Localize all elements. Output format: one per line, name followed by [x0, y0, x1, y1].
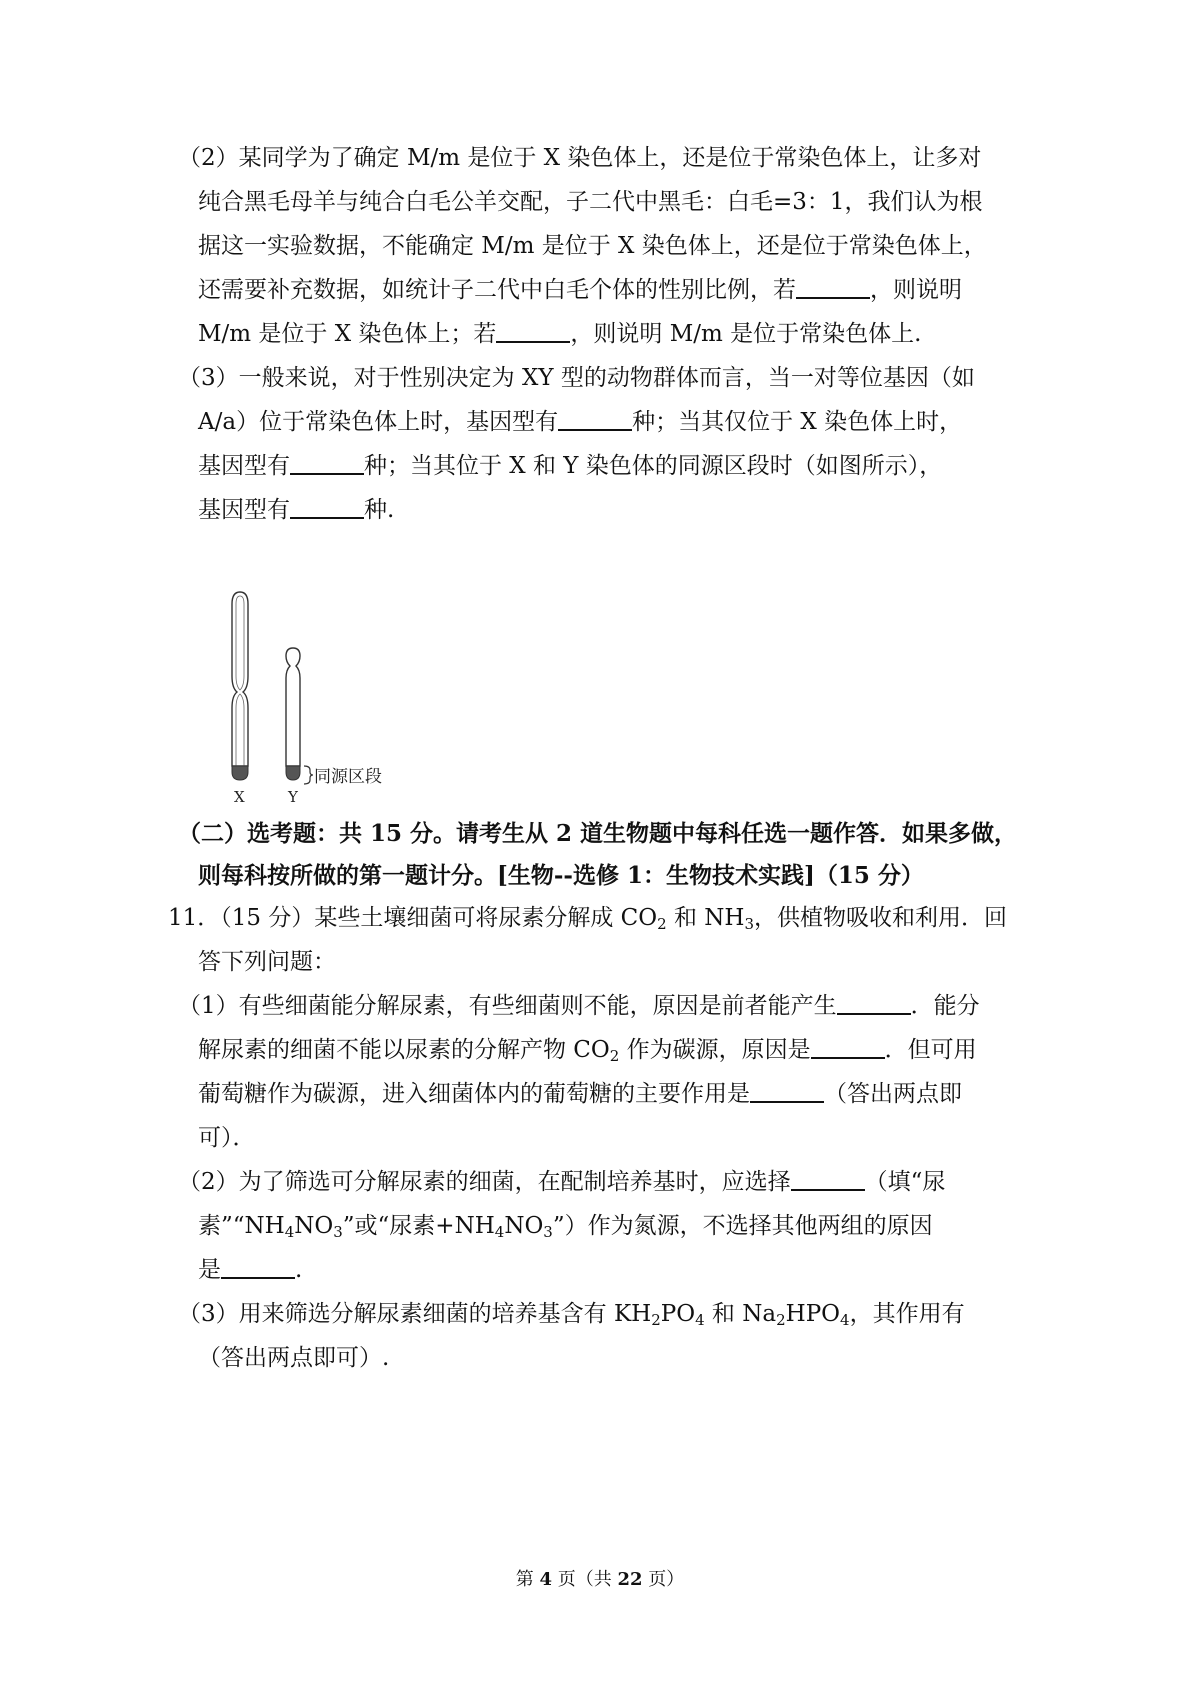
q3-line-1: （3）一般来说，对于性别决定为 XY 型的动物群体而言，当一对等位基因（如 — [178, 365, 975, 391]
y-homologous-region — [286, 766, 300, 780]
q11-part3-line-1: （3）用来筛选分解尿素细菌的培养基含有 $KH_2PO_4$ 和 $Na_2HPO_4$，其作用有 — [178, 1301, 965, 1329]
x-chromosome — [232, 592, 248, 766]
page-footer: 第 4 页（共 22 页） — [515, 1569, 685, 1590]
q11-part2-line-2: 素$”“NH_4NO_3$”或“尿素$+NH_4NO_3$”）作为氮源，不选择其他两组的原因 — [198, 1213, 933, 1241]
q11-part1-line-4: 可）． — [198, 1125, 256, 1151]
q11-intro-line-1: 11．（15 分）某些土壤细菌可将尿素分解成 $CO_2$ 和 $NH_3$，供植物吸收和利用．回 — [168, 905, 1008, 933]
x-label: X — [234, 788, 245, 806]
q3-line-4: 基因型有 种. — [198, 497, 395, 523]
region-label: 同源区段 — [314, 767, 382, 787]
q3-line-3: 基因型有 种；当其位于 X 和 Y 染色体的同源区段时（如图所示）， — [198, 453, 943, 479]
answer-blank — [837, 991, 911, 1015]
q2-line-2: 纯合黑毛母羊与纯合白毛公羊交配，子二代中黑毛：白毛=3：1，我们认为根 — [198, 189, 983, 215]
q11-part1-line-3: 葡萄糖作为碳源，进入细菌体内的葡萄糖的主要作用是 （答出两点即 — [198, 1081, 962, 1107]
answer-blank — [791, 1167, 865, 1191]
q11-part2-line-1: （2）为了筛选可分解尿素的细菌，在配制培养基时，应选择 （填“尿 — [178, 1169, 946, 1195]
answer-blank — [811, 1035, 885, 1059]
answer-blank — [221, 1255, 295, 1279]
y-label: Y — [288, 788, 298, 806]
q3-line-2: A/a）位于常染色体上时，基因型有 种；当其仅位于 X 染色体上时， — [198, 409, 963, 435]
page-total: 22 — [617, 1569, 643, 1590]
answer-blank — [496, 319, 570, 343]
q11-part1-line-1: （1）有些细菌能分解尿素，有些细菌则不能，原因是前者能产生 ．能分 — [178, 993, 980, 1019]
q11-part3-line-2: （答出两点即可）. — [198, 1345, 390, 1371]
q11-part1-line-2: 解尿素的细菌不能以尿素的分解产物 $CO_2$ 作为碳源，原因是 ．但可用 — [198, 1037, 977, 1065]
q11-part2-line-3: 是 . — [198, 1257, 303, 1283]
page-number: 4 — [539, 1569, 552, 1590]
q2-line-4: 还需要补充数据，如统计子二代中白毛个体的性别比例，若 ，则说明 — [198, 277, 962, 303]
chromosome-figure — [230, 590, 430, 820]
q11-intro-line-2: 答下列问题： — [198, 949, 336, 975]
region-brace — [304, 766, 313, 784]
section-heading-line-1: （二）选考题：共 15 分。请考生从 2 道生物题中每科任选一题作答．如果多做， — [178, 820, 1018, 847]
answer-blank — [558, 407, 632, 431]
q2-line-5: M/m 是位于 X 染色体上；若 ，则说明 M/m 是位于常染色体上. — [198, 321, 922, 347]
x-homologous-region — [232, 766, 248, 780]
y-chromosome — [286, 648, 300, 766]
answer-blank — [750, 1079, 824, 1103]
q2-line-3: 据这一实验数据，不能确定 M/m 是位于 X 染色体上，还是位于常染色体上， — [198, 233, 987, 259]
section-heading-line-2: 则每科按所做的第一题计分。[生物--选修 1：生物技术实践]（15 分） — [198, 862, 924, 889]
answer-blank — [290, 495, 364, 519]
answer-blank — [796, 275, 870, 299]
chromosome-diagram — [230, 590, 430, 820]
answer-blank — [290, 451, 364, 475]
q2-line-1: （2）某同学为了确定 M/m 是位于 X 染色体上，还是位于常染色体上，让多对 — [178, 145, 982, 171]
